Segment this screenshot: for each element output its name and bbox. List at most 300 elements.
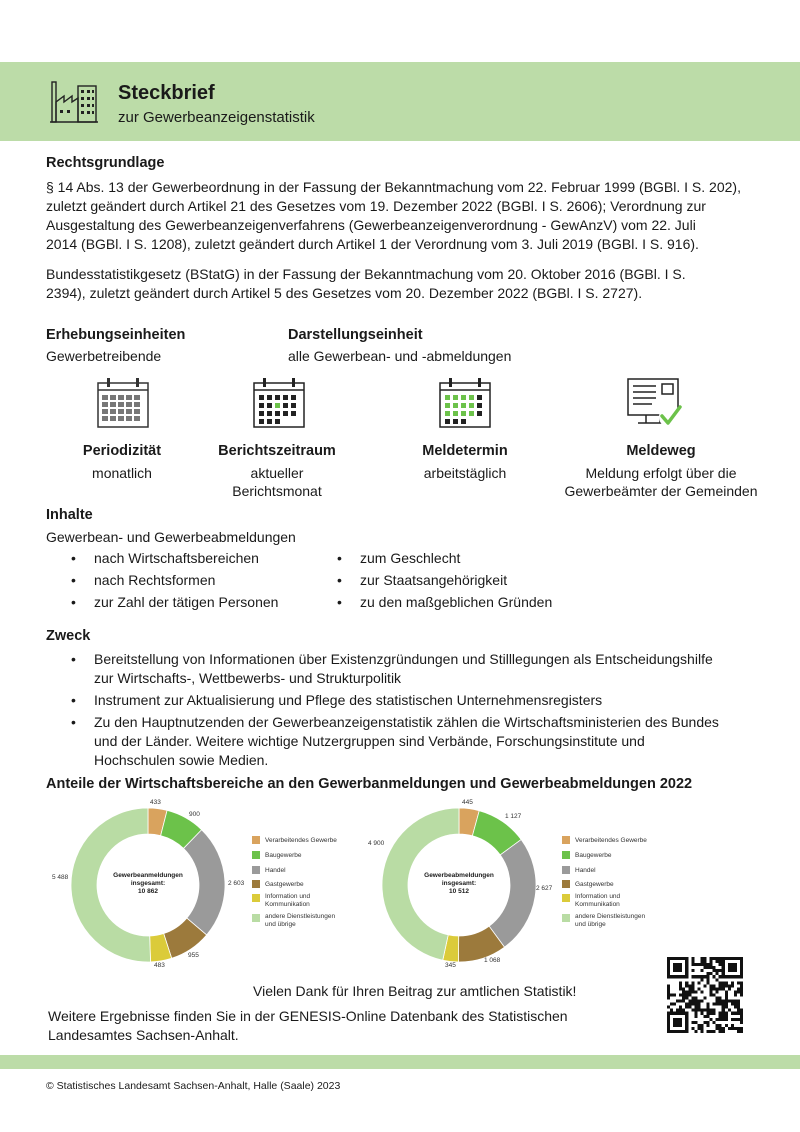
qr-module (707, 963, 710, 966)
qr-module (694, 1006, 697, 1009)
slice-label: 433 (150, 799, 161, 806)
qr-module (725, 984, 728, 987)
legal-heading: Rechtsgrundlage (46, 155, 165, 171)
qr-module (700, 978, 703, 981)
qr-module (710, 993, 713, 996)
qr-module (731, 963, 734, 966)
qr-module (722, 984, 725, 987)
qr-module (740, 975, 743, 978)
qr-module (685, 1012, 688, 1015)
qr-module (679, 963, 682, 966)
qr-module (691, 975, 694, 978)
qr-module (740, 966, 743, 969)
qr-module (694, 1003, 697, 1006)
qr-module (740, 1012, 743, 1015)
thanks-text: Vielen Dank für Ihren Beitrag zur amtlichen Statistik! (253, 983, 577, 999)
qr-module (722, 975, 725, 978)
qr-module (691, 957, 694, 960)
list-item: • zur Staatsangehörigkeit (312, 571, 612, 590)
qr-module (676, 969, 679, 972)
qr-module (685, 963, 688, 966)
qr-module (673, 993, 676, 996)
qr-module (740, 984, 743, 987)
legend-swatch (252, 836, 260, 844)
qr-module (722, 1015, 725, 1018)
qr-module (716, 990, 719, 993)
legal-paragraph-2 (46, 265, 766, 303)
legend-swatch (562, 894, 570, 902)
qr-module (673, 1003, 676, 1006)
qr-module (719, 1015, 722, 1018)
legend-label: Baugewerbe (575, 852, 612, 859)
qr-module (685, 1018, 688, 1021)
text-line: Weitere Ergebnisse finden Sie in der GENESIS-Online Datenbank des Statistischen (48, 1008, 568, 1024)
qr-module (722, 987, 725, 990)
qr-module (719, 957, 722, 960)
qr-module (737, 990, 740, 993)
qr-module (667, 1027, 670, 1030)
qr-module (667, 1006, 670, 1009)
qr-module (722, 969, 725, 972)
qr-module (707, 1003, 710, 1006)
qr-module (697, 987, 700, 990)
qr-module (716, 957, 719, 960)
qr-module (716, 1003, 719, 1006)
qr-module (722, 1012, 725, 1015)
qr-module (722, 1000, 725, 1003)
qr-module (691, 1003, 694, 1006)
qr-module (679, 1018, 682, 1021)
qr-module (679, 975, 682, 978)
donut-chart-deregistrations (330, 795, 690, 975)
qr-module (728, 966, 731, 969)
legend-swatch (252, 851, 260, 859)
qr-module (697, 1006, 700, 1009)
qr-module (667, 997, 670, 1000)
qr-module (682, 1000, 685, 1003)
qr-module (722, 957, 725, 960)
qr-module (728, 975, 731, 978)
qr-module (700, 1027, 703, 1030)
qr-module (679, 957, 682, 960)
donut-center-total: 10 862 (138, 888, 158, 895)
qr-module (740, 1009, 743, 1012)
qr-module (685, 966, 688, 969)
qr-module (716, 997, 719, 1000)
qr-module (691, 963, 694, 966)
survey-unit-heading: Erhebungseinheiten (46, 327, 186, 343)
qr-module (713, 957, 716, 960)
qr-module (707, 978, 710, 981)
qr-module (707, 1030, 710, 1033)
qr-module (722, 1027, 725, 1030)
qr-module (679, 1012, 682, 1015)
qr-module (707, 1009, 710, 1012)
more-results-text (48, 1007, 648, 1045)
qr-module (700, 957, 703, 960)
qr-module (691, 1021, 694, 1024)
qr-module (731, 966, 734, 969)
list-item (46, 650, 776, 688)
qr-module (734, 1027, 737, 1030)
qr-module (685, 1024, 688, 1027)
qr-module (691, 984, 694, 987)
qr-module (670, 975, 673, 978)
slice-label: 5 488 (52, 874, 69, 881)
qr-module (703, 957, 706, 960)
qr-module (713, 969, 716, 972)
qr-module (722, 1030, 725, 1033)
qr-module (737, 1006, 740, 1009)
text-line: Ausgestaltung des Gewerbeanzeigenverfahrens (Gewerbeanzeigenverordnung - GewAnzV) vom 22. Juli (46, 217, 696, 233)
qr-module (685, 960, 688, 963)
legend-line: Information und (575, 893, 621, 900)
qr-module (685, 969, 688, 972)
qr-module (713, 975, 716, 978)
qr-module (676, 1009, 679, 1012)
qr-module (740, 972, 743, 975)
page-subtitle: zur Gewerbeanzeigenstatistik (118, 109, 315, 126)
qr-module (694, 1009, 697, 1012)
text-line: zuletzt geändert durch Artikel 21 des Gesetzes vom 19. Dezember 2022 (BGBl. I S. 2606); Verordnung zur (46, 198, 706, 214)
qr-module (697, 975, 700, 978)
qr-module (673, 957, 676, 960)
qr-module (728, 963, 731, 966)
qr-module (667, 969, 670, 972)
qr-module (710, 987, 713, 990)
qr-module (725, 1024, 728, 1027)
qr-module (722, 972, 725, 975)
qr-module (676, 957, 679, 960)
qr-module (667, 1012, 670, 1015)
qr-module (673, 1012, 676, 1015)
feature-value: arbeitstäglich (423, 465, 507, 481)
text-line: 2394), zuletzt geändert durch Artikel 5 des Gesetzes vom 20. Dezember 2022 (BGBl. I S. 2727). (46, 285, 643, 301)
legend-label: Handel (575, 867, 596, 874)
legend-label (575, 913, 645, 928)
qr-module (667, 975, 670, 978)
qr-module (719, 1018, 722, 1021)
qr-module (673, 1030, 676, 1033)
qr-module (667, 1024, 670, 1027)
legend-label (575, 893, 620, 908)
qr-module (710, 1012, 713, 1015)
qr-module (667, 990, 670, 993)
qr-module (710, 984, 713, 987)
qr-module (703, 960, 706, 963)
qr-module (731, 975, 734, 978)
qr-module (691, 990, 694, 993)
qr-module (697, 1024, 700, 1027)
legend-line: andere Dienstleistungen (575, 913, 646, 920)
qr-module (731, 1012, 734, 1015)
qr-module (700, 990, 703, 993)
qr-module (679, 969, 682, 972)
qr-module (688, 1003, 691, 1006)
qr-module (703, 1021, 706, 1024)
qr-module (725, 975, 728, 978)
qr-module (734, 963, 737, 966)
qr-module (685, 990, 688, 993)
qr-module (676, 1030, 679, 1033)
qr-module (719, 1000, 722, 1003)
qr-module (685, 1006, 688, 1009)
qr-module (694, 975, 697, 978)
text-line: Landesamtes Sachsen-Anhalt. (48, 1027, 239, 1043)
slice-label: 1 127 (505, 813, 522, 820)
qr-module (737, 1003, 740, 1006)
qr-module (716, 1018, 719, 1021)
qr-module (679, 1024, 682, 1027)
qr-module (670, 993, 673, 996)
qr-module (707, 966, 710, 969)
text-line: • Zu den Hauptnutzenden der Gewerbeanzeigenstatistik zählen die Wirtschaftsministerien des Bundes (94, 714, 719, 730)
contents-heading: Inhalte (46, 507, 93, 523)
qr-module (716, 1000, 719, 1003)
qr-module (731, 984, 734, 987)
feature-title: Berichtszeitraum (218, 443, 336, 459)
qr-module (682, 997, 685, 1000)
qr-module (700, 1000, 703, 1003)
qr-module (685, 975, 688, 978)
qr-module (700, 1009, 703, 1012)
qr-module (740, 969, 743, 972)
qr-module (667, 1030, 670, 1033)
qr-code[interactable] (667, 957, 743, 1033)
qr-module (676, 975, 679, 978)
text-line: 2014 (BGBl. I S. 1208), zuletzt geändert durch Artikel 1 der Verordnung vom 3. Juli 2019 (BGBl. I S. 916). (46, 236, 699, 252)
qr-module (679, 1006, 682, 1009)
legend-label: Verarbeitendes Gewerbe (575, 837, 647, 844)
qr-module (691, 997, 694, 1000)
legend-swatch (252, 880, 260, 888)
qr-module (737, 1030, 740, 1033)
slice-label: 345 (445, 962, 456, 969)
qr-module (716, 987, 719, 990)
legend-label: Gastgewerbe (265, 881, 304, 888)
qr-module (722, 1003, 725, 1006)
qr-module (707, 1024, 710, 1027)
legend-line: und übrige (575, 920, 606, 928)
qr-module (694, 1000, 697, 1003)
qr-module (725, 1015, 728, 1018)
qr-module (707, 1006, 710, 1009)
qr-module (673, 1024, 676, 1027)
qr-module (700, 969, 703, 972)
qr-module (740, 1027, 743, 1030)
list-item: • zu den maßgeblichen Gründen (312, 593, 612, 612)
qr-module (737, 1012, 740, 1015)
legend-line: und übrige (265, 920, 296, 928)
qr-module (740, 987, 743, 990)
qr-module (670, 1012, 673, 1015)
qr-module (725, 990, 728, 993)
qr-module (679, 984, 682, 987)
qr-module (737, 957, 740, 960)
text-line: und der Länder. Weitere wichtige Nutzergruppen sind Verbände, Forschungsinstitute und (94, 733, 645, 749)
qr-module (737, 987, 740, 990)
qr-module (697, 1000, 700, 1003)
qr-module (688, 990, 691, 993)
slice-label: 900 (189, 811, 200, 818)
qr-module (713, 966, 716, 969)
qr-module (734, 1006, 737, 1009)
qr-module (713, 1021, 716, 1024)
list-item: • nach Wirtschaftsbereichen (46, 549, 336, 568)
qr-module (707, 1012, 710, 1015)
legal-paragraph-1 (46, 178, 766, 254)
qr-module (697, 981, 700, 984)
qr-module (691, 981, 694, 984)
slice-label: 2 627 (536, 885, 553, 892)
qr-module (710, 1009, 713, 1012)
qr-module (710, 972, 713, 975)
qr-module (673, 966, 676, 969)
qr-module (676, 1000, 679, 1003)
donut-center-label (409, 872, 509, 896)
qr-module (676, 963, 679, 966)
calendar-icon (252, 377, 306, 429)
qr-module (722, 1009, 725, 1012)
qr-module (703, 1015, 706, 1018)
qr-module (688, 993, 691, 996)
qr-module (725, 1012, 728, 1015)
qr-module (734, 993, 737, 996)
text-line: Bundesstatistikgesetz (BStatG) in der Fassung der Bekanntmachung vom 20. Oktober 2016 (BGBl. I S. (46, 266, 686, 282)
qr-module (719, 984, 722, 987)
qr-module (740, 993, 743, 996)
qr-module (722, 963, 725, 966)
qr-module (713, 1003, 716, 1006)
qr-module (722, 1006, 725, 1009)
qr-module (713, 993, 716, 996)
qr-module (682, 1009, 685, 1012)
legend-swatch (562, 914, 570, 922)
slice-label: 1 068 (484, 957, 501, 964)
qr-module (731, 969, 734, 972)
qr-module (710, 990, 713, 993)
qr-module (713, 987, 716, 990)
qr-module (667, 1015, 670, 1018)
qr-module (728, 1009, 731, 1012)
qr-module (731, 1024, 734, 1027)
legend-label: Verarbeitendes Gewerbe (265, 837, 337, 844)
qr-module (667, 987, 670, 990)
qr-module (685, 981, 688, 984)
legend-swatch (252, 894, 260, 902)
qr-module (685, 1030, 688, 1033)
feature-value: aktueller (250, 465, 304, 481)
qr-module (716, 978, 719, 981)
text-line: Hochschulen sowie Medien. (94, 752, 269, 768)
legend-label: Gastgewerbe (575, 881, 614, 888)
qr-module (710, 963, 713, 966)
legend-label: Handel (265, 867, 286, 874)
qr-module (725, 1003, 728, 1006)
qr-module (685, 1015, 688, 1018)
qr-module (728, 987, 731, 990)
qr-module (740, 963, 743, 966)
qr-module (740, 1030, 743, 1033)
qr-module (688, 1000, 691, 1003)
display-unit-value: alle Gewerbean- und -abmeldungen (288, 348, 512, 364)
qr-module (728, 957, 731, 960)
qr-module (679, 987, 682, 990)
qr-module (676, 1024, 679, 1027)
qr-module (694, 963, 697, 966)
list-item (46, 691, 776, 710)
qr-module (719, 975, 722, 978)
qr-module (688, 984, 691, 987)
qr-module (719, 963, 722, 966)
calendar-icon (438, 377, 492, 429)
slice-label: 4 900 (368, 840, 385, 847)
qr-module (703, 963, 706, 966)
qr-module (694, 1015, 697, 1018)
feature-value: monatlich (92, 465, 152, 481)
display-unit-heading: Darstellungseinheit (288, 327, 423, 343)
qr-module (685, 1021, 688, 1024)
qr-module (694, 990, 697, 993)
qr-module (734, 1012, 737, 1015)
purpose-list (46, 650, 776, 773)
qr-module (719, 981, 722, 984)
qr-module (722, 960, 725, 963)
qr-module (691, 1009, 694, 1012)
qr-module (713, 1012, 716, 1015)
qr-module (734, 990, 737, 993)
page-title: Steckbrief (118, 82, 215, 104)
legend-label (265, 913, 335, 928)
donut-chart-registrations (20, 795, 380, 975)
qr-module (734, 1018, 737, 1021)
feature-title: Meldetermin (422, 443, 508, 459)
qr-module (697, 963, 700, 966)
qr-module (713, 1009, 716, 1012)
legend-line: Information und (265, 893, 311, 900)
survey-unit-value: Gewerbetreibende (46, 348, 162, 364)
qr-module (700, 1030, 703, 1033)
qr-module (691, 960, 694, 963)
qr-module (719, 969, 722, 972)
qr-module (716, 1024, 719, 1027)
qr-module (728, 984, 731, 987)
qr-module (673, 963, 676, 966)
qr-module (728, 1027, 731, 1030)
qr-module (740, 1021, 743, 1024)
qr-module (667, 972, 670, 975)
qr-module (673, 1018, 676, 1021)
text-line: • Instrument zur Aktualisierung und Pflege des statistischen Unternehmensregisters (94, 692, 603, 708)
qr-module (728, 1000, 731, 1003)
legend-line: Kommunikation (575, 900, 620, 908)
qr-module (694, 1030, 697, 1033)
qr-module (685, 1003, 688, 1006)
qr-module (734, 957, 737, 960)
qr-module (731, 981, 734, 984)
qr-module (737, 1000, 740, 1003)
purpose-heading: Zweck (46, 628, 91, 644)
qr-module (719, 987, 722, 990)
qr-module (719, 1003, 722, 1006)
legend-line: Kommunikation (265, 900, 310, 908)
qr-module (725, 1018, 728, 1021)
qr-module (740, 1018, 743, 1021)
qr-module (710, 1030, 713, 1033)
qr-module (673, 1021, 676, 1024)
feature-title: Meldeweg (626, 443, 696, 459)
legend-swatch (562, 866, 570, 874)
